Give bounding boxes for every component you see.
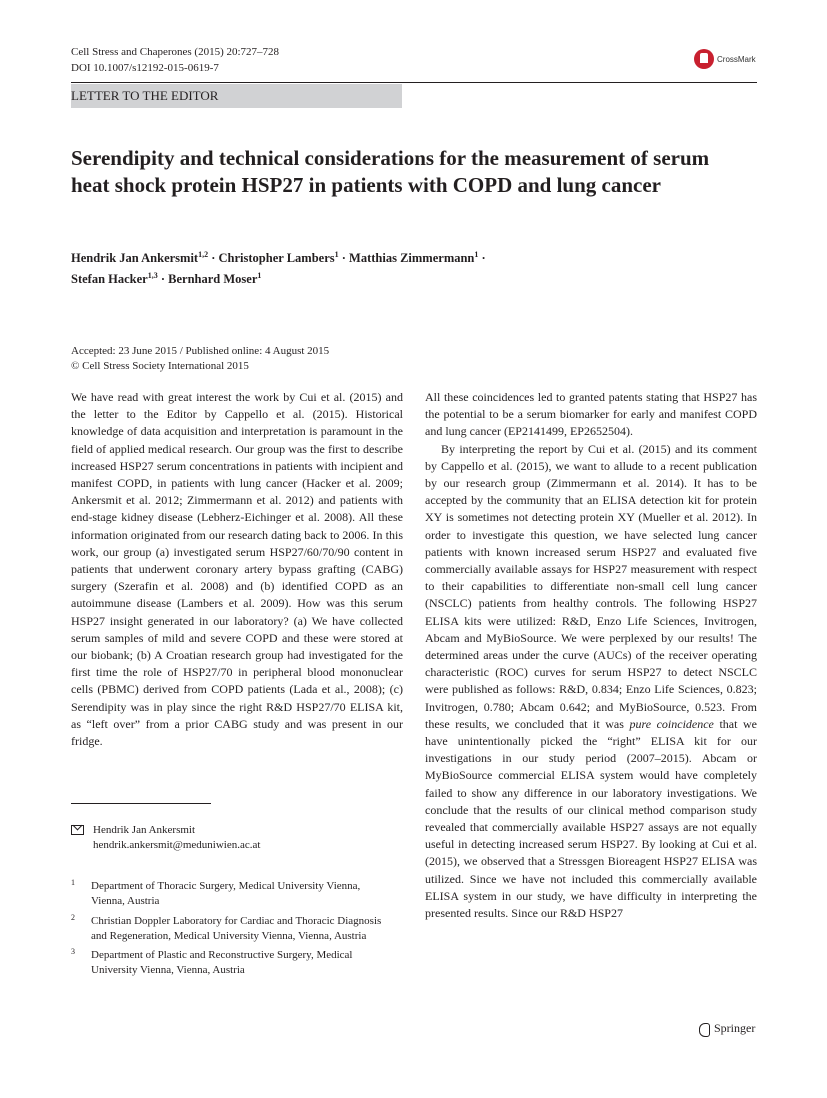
- journal-citation: Cell Stress and Chaperones (2015) 20:727–728: [71, 46, 280, 58]
- crossmark-label: CrossMark: [717, 54, 756, 64]
- footnote-rule: [71, 803, 211, 804]
- publisher-logo: [698, 1021, 755, 1036]
- author[interactable]: Bernhard Moser$^1$: [168, 271, 262, 287]
- paragraph: By interpreting the report by Cui et al. (2015) and its comment by Cappello et al. (2015), we want to allude to a recent publication by our research group (Zimmermann et al. 2014). It has to be accepted by the community that an ELISA detection kit for protein XY is sometimes not detecting protein XY (Mueller et al. 2012). In order to investigate this question, we have selected lung cancer patients with known increased serum HSP27 and evaluated five commercially available assays for HSP27 measurement with respect to their capabilities to differentiate non-small cell lung cancer (NSCLC) patients from healthy controls. The following HSP27 ELISA kits were utilized: R&D, Enzo Life Sciences, Invitrogen, Abcam and MyBioSource. We were perplexed by our results! The determined areas under the curve (AUCs) of the receiver operating characteristic (ROC) curves for serum HSP27 to detect NSCLC were published as follows: R&D, 0.834; Enzo Life Sciences, 0.823; Invitrogen, 0.780; Abcam 0.642; and MyBioSource, 0.523. From these results, we concluded that it was pure coincidence that we have unintentionally picked the “right” ELISA kit for our investigations in our study period (2007–2015). Abcam or MyBioSource commercial ELISA system would have completely failed to show any difference in our laboratory investigations. We conclude that the results of our clinical method comparison study revealed that commercially available HSP27 assays are not equally useful in detecting increased serum HSP27. By looking at Cui et al. (2015), we observed that a Stressgen Bioreagent HSP27 ELISA was utilized. Since we have not included this commercially available ELISA system in our study, we have difficulty in interpreting the presented results. Since our R&D HSP27: [425, 441, 757, 921]
- article-title: Serendipity and technical considerations for the measurement of serum heat shock protein HSP27 in patients with COPD and lung cancer: [71, 146, 710, 197]
- envelope-icon: [71, 825, 84, 835]
- doi[interactable]: DOI 10.1007/s12192-015-0619-7: [71, 62, 219, 74]
- springer-horse-icon: [698, 1022, 710, 1036]
- author-list: Hendrik Jan Ankersmit$^{1,2}$ · Christopher Lambers$^1$ · Matthias Zimmermann$^1$ · Stefan Hacker$^{1,3}$ · Bernhard Moser$^1$: [71, 250, 486, 287]
- body-column-left: [71, 389, 403, 750]
- corresponding-author: Hendrik Jan Ankersmit: [93, 824, 196, 836]
- paragraph: We have read with great interest the work by Cui et al. (2015) and the letter to the Editor by Cappello et al. (2015). Historical knowledge of data acquisition and interpretation is paramount in the field of applied medical research. Our group was the first to describe increased HSP27 serum concentrations in patients with incipient and manifest COPD, in patients with lung cancer (Hacker et al. 2009; Ankersmit et al. 2012; Zimmermann et al. 2012) and patients with end-stage kidney disease (Lebherz-Eichinger et al. 2008). All these information originated from our research dating back to 2006. In this work, our group (a) investigated serum HSP27/60/70/90 content in patients that underwent coronary artery bypass grafting (CABG) surgery (Szerafin et al. 2008) and (b) identified COPD as an autoimmune disease (Lambers et al. 2009). How was this serum HSP27 insight generated in our laboratory? (a) We have collected serum samples of mild and severe COPD and these were stored at our biobank; (b) A Croatian research group had investigated for the first time the role of HSP27/70 in peripheral blood mononuclear cells (PBMC) derived from COPD patients (Lada et al., 2008); (c) Serendipity was in play since the right R&D HSP27/70 ELISA kit, as “left over” from a prior CABG study and was present in our fridge.: [71, 390, 403, 749]
- affiliation: 1 Department of Thoracic Surgery, Medical University Vienna, Vienna, Austria: [71, 878, 361, 907]
- author[interactable]: Christopher Lambers$^1$: [218, 250, 339, 266]
- author[interactable]: Hendrik Jan Ankersmit$^{1,2}$: [71, 250, 209, 266]
- email-link[interactable]: hendrik.ankersmit@meduniwien.ac.at: [93, 838, 261, 851]
- author[interactable]: Matthias Zimmermann$^1$: [349, 250, 479, 266]
- journal-header: [71, 44, 279, 76]
- header-rule: [71, 82, 757, 83]
- affiliation: 2 Christian Doppler Laboratory for Cardiac and Thoracic Diagnosis and Regeneration, Medical University Vienna, Vienna, Austria: [71, 913, 382, 942]
- author[interactable]: Stefan Hacker$^{1,3}$: [71, 271, 158, 287]
- crossmark-badge[interactable]: [694, 47, 758, 71]
- correspondence: [71, 823, 260, 852]
- section-label: LETTER TO THE EDITOR: [71, 84, 402, 108]
- body-column-right: [425, 389, 757, 922]
- copyright: © Cell Stress Society International 2015: [71, 359, 249, 372]
- publisher-name: Springer: [714, 1021, 756, 1035]
- crossmark-icon: [694, 49, 714, 69]
- accepted-published: Accepted: 23 June 2015 / Published online: 4 August 2015: [71, 345, 330, 357]
- affiliation: 3 Department of Plastic and Reconstructive Surgery, Medical University Vienna, Vienna, Austria: [71, 947, 353, 976]
- paragraph: All these coincidences led to granted patents stating that HSP27 has the potential to be a serum biomarker for early and manifest COPD and lung cancer (EP2141499, EP2652504).: [425, 390, 757, 439]
- publication-dates: [71, 344, 329, 373]
